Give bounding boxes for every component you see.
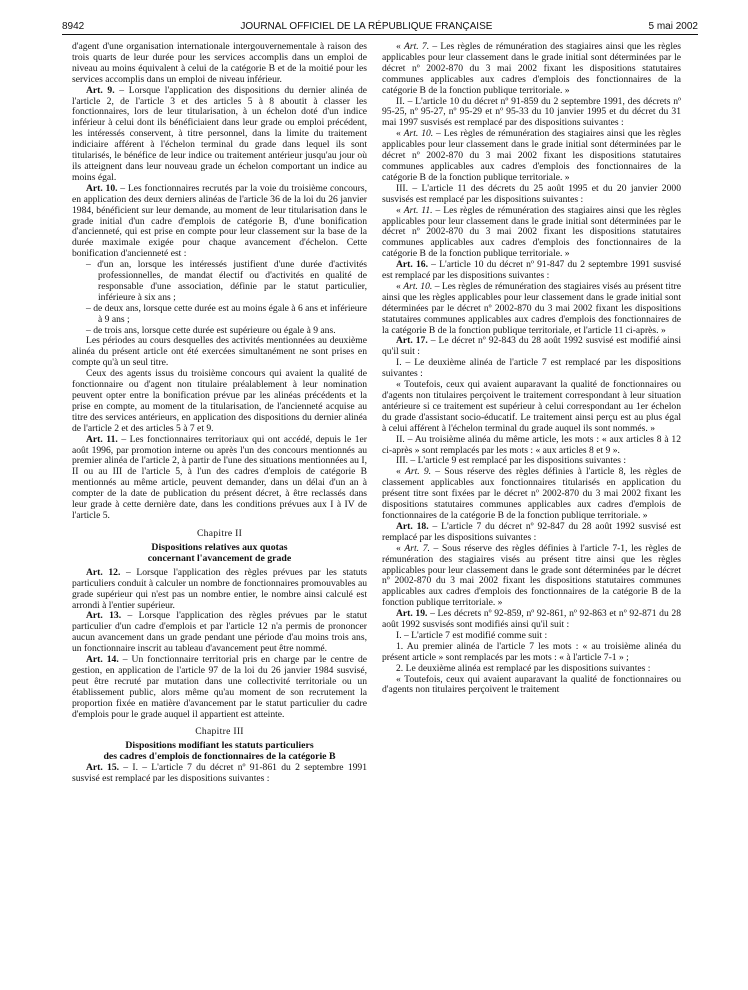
article-label: Art. 15. <box>86 762 120 774</box>
article-text: – Un fonctionnaire territorial pris en charge par le centre de gestion, en application de l'article 97 de la loi du 26 janvier 1984 susvisé, peut être recruté par mutation dans une collectivité territoriale ou un établissement public, alors même qu'au moment de son recrutement la proportion fixée en matière d'avancement par le statut particulier du cadre d'emplois pour le grade auquel il appartient est atteinte. <box>72 654 367 720</box>
article-11 <box>72 435 367 522</box>
chapter-title <box>72 542 367 564</box>
article-label: Art. 17. <box>396 335 428 347</box>
chapter-title-line: concernant l'avancement de grade <box>147 552 292 564</box>
article-label: Art. 7. <box>404 41 430 52</box>
chapter-title <box>72 740 367 762</box>
paragraph: II. – L'article 10 du décret nº 91-859 du 2 septembre 1991, des décrets nº 95-25, nº 95-27, nº 95-29 et nº 95-33 du 10 janvier 1995 et du décret du 31 mai 1997 susvisés est remplacé par des dispositions suivantes : <box>382 95 681 129</box>
article-label: Art. 7. <box>404 542 430 554</box>
article-text: – Les règles de rémunération des stagiaires ainsi que les règles applicables pour leur classement dans le grade initial sont déterminées par le décret nº 2002-870 du 3 mai 2002 fixant les dispositions statutaires communes applicables aux cadres d'emplois des fonctionnaires de la catégorie B de la fonction publique territoriale. » <box>382 128 681 183</box>
article-10 <box>72 184 367 260</box>
bullet-item: – d'un an, lorsque les intéressés justifient d'une durée d'activités professionnelles, de mandat électif ou d'activités en qualité de responsable d'une association, définie par le statut particulier, inférieure à six ans ; <box>86 259 367 303</box>
quoted-article <box>382 129 681 184</box>
article-16 <box>382 260 681 282</box>
article-label: Art. 10. <box>403 280 433 292</box>
header-rule <box>62 34 698 35</box>
article-text: – Les règles de rémunération des stagiaires visés au présent titre ainsi que les règles applicables pour leur classement dans le grade initial sont déterminées par le décret nº 2002-870 du 3 mai 2002 fixant les dispositions statutaires communes applicables aux cadres d'emplois des fonctionnaires de la catégorie B de la fonction publique territoriale, et l'article 11 ci-après. » <box>382 280 681 336</box>
bullet-item: – de trois ans, lorsque cette durée est supérieure ou égale à 9 ans. <box>86 324 336 336</box>
quote-mark: « <box>396 204 404 216</box>
article-9 <box>72 86 367 184</box>
article-label: Art. 11. <box>403 204 433 216</box>
article-text: – Les fonctionnaires territoriaux qui ont accédé, depuis le 1er août 1996, par promotion interne ou après l'un des concours mentionnés au premier alinéa de l'article 2, à partir de l'une des situations mentionnées au I, II ou au III de l'article 5, à l'un des cadres d'emplois de catégorie B mentionnés au même article, peuvent demander, dans un délai d'un an à compter de la date de publication du présent décret, à être reclassés dans leur grade à cette dernière date, dans les conditions prévues aux I à IV de l'article 5. <box>72 433 368 521</box>
publication-date: 5 mai 2002 <box>648 20 698 32</box>
article-text: – Lorsque l'application des dispositions du dernier alinéa de l'article 2, de l'article 3 et des articles 5 à 8 aboutit à classer les fonctionnaires, lors de leur titularisation, à un échelon doté d'un indice inférieur à celui dont ils bénéficiaient dans leur grade ou emploi précédent, les intéressés conservent, à titre personnel, dans la limite du traitement indiciaire afférent à l'échelon terminal du grade dans lequel ils sont titularisés, le bénéfice de leur indice ou traitement antérieur jusqu'au jour où ils atteignent dans leur nouveau grade un échelon comportant un indice au moins égal. <box>72 84 367 183</box>
quote-mark: « <box>396 542 405 554</box>
quoted-article <box>382 42 681 97</box>
paragraph: d'agent d'une organisation internationale intergouvernementale à raison des trois quarts de leur durée pour les services accomplis dans un emploi de niveau au moins équivalent à celui de la catégorie B et de la moitié pour les services accomplis dans un emploi de niveau inférieur. <box>72 41 367 85</box>
quoted-paragraph: « Toutefois, ceux qui avaient auparavant la qualité de fonctionnaires ou d'agents non titulaires perçoivent le traitement <box>382 673 681 696</box>
quoted-article <box>382 467 681 522</box>
quoted-article <box>382 544 681 609</box>
article-label: Art. 11. <box>86 433 118 445</box>
article-label: Art. 18. <box>396 520 429 532</box>
quote-mark: « <box>396 41 405 52</box>
paragraph: 1. Au premier alinéa de l'article 7 les mots : « au troisième alinéa du présent article » sont remplacés par les mots : « à l'article 7-1 » ; <box>382 640 681 663</box>
paragraph: I. – L'article 7 est modifié comme suit : <box>396 629 548 641</box>
article-text: – L'article 10 du décret nº 91-847 du 2 septembre 1991 susvisé est remplacé par les dispositions suivantes : <box>382 259 681 282</box>
quoted-article <box>382 206 681 261</box>
article-label: Art. 14. <box>86 654 119 666</box>
right-column <box>382 42 681 696</box>
quote-mark: « <box>396 466 405 478</box>
chapter-title-line: Dispositions modifiant les statuts particuliers <box>125 740 314 752</box>
paragraph: I. – Le deuxième alinéa de l'article 7 est remplacé par les dispositions suivantes : <box>382 357 681 380</box>
paragraph: II. – Au troisième alinéa du même article, les mots : « aux articles 8 à 12 ci-après » sont remplacés par les mots : « aux articles 8 et 9 ». <box>382 433 681 456</box>
article-19 <box>382 609 681 631</box>
quoted-article <box>382 282 681 337</box>
article-text: – Lorsque l'application des règles prévues par les statuts particuliers conduit à calculer un nombre de fonctionnaires promouvables au grade supérieur qui n'est pas un nombre entier, le nombre ainsi calculé est arrondi à l'entier supérieur. <box>72 566 367 611</box>
article-text: – Les règles de rémunération des stagiaires ainsi que les règles applicables pour leur classement dans le grade initial sont déterminées par le décret nº 2002-870 du 3 mai 2002 fixant les dispositions statutaires communes applicables aux cadres d'emplois des fonctionnaires de la catégorie B de la fonction publique territoriale. » <box>382 41 681 96</box>
quote-mark: « <box>396 280 404 292</box>
article-label: Art. 9. <box>405 466 432 478</box>
article-14 <box>72 655 367 720</box>
article-text: – I. – L'article 7 du décret nº 91-861 du 2 septembre 1991 susvisé est remplacé par les dispositions suivantes : <box>72 762 368 785</box>
article-text: – Les règles de rémunération des stagiaires ainsi que les règles applicables pour leur classement dans le grade initial sont déterminées par le décret nº 2002-870 du 3 mai 2002 fixant les dispositions statutaires communes applicables aux cadres d'emplois des fonctionnaires de la catégorie B de la fonction publique territoriale. » <box>382 204 681 260</box>
chapter-title-line: des cadres d'emplois de fonctionnaires de la catégorie B <box>103 751 336 763</box>
journal-title: JOURNAL OFFICIEL DE LA RÉPUBLIQUE FRANÇAISE <box>240 20 493 32</box>
paragraph: III. – L'article 11 des décrets du 25 août 1995 et du 20 janvier 2000 susvisés est remplacé par les dispositions suivantes : <box>382 182 681 205</box>
article-text: – Les décrets nº 92-859, nº 92-861, nº 92-863 et nº 92-871 du 28 août 1992 susvisés sont modifiés ainsi qu'il suit : <box>382 608 681 631</box>
article-text: – Les fonctionnaires recrutés par la voie du troisième concours, en application des deux derniers alinéas de l'article 36 de la loi du 26 janvier 1984, bénéficient sur leur demande, au moment de leur titularisation dans le grade initial d'un cadre d'emplois de catégorie B, d'une bonification d'ancienneté, qui est prise en compte pour leur classement sur la base de la durée maximale exigée pour chaque avancement d'échelon. Cette bonification d'ancienneté est : <box>72 182 367 260</box>
page-header <box>62 18 698 34</box>
bullet-item: – de deux ans, lorsque cette durée est au moins égale à 6 ans et inférieure à 9 ans ; <box>86 302 367 325</box>
quote-mark: « <box>396 128 404 140</box>
chapter-heading: Chapitre III <box>195 726 244 738</box>
article-18 <box>382 522 681 544</box>
article-text: – Le décret nº 92-843 du 28 août 1992 susvisé est modifié ainsi qu'il suit : <box>382 335 681 358</box>
article-13 <box>72 611 367 655</box>
quoted-paragraph: « Toutefois, ceux qui avaient auparavant la qualité de fonctionnaires ou d'agents non titulaires perçoivent le traitement correspondant à leur situation antérieure si ce traitement est supérieur à celui correspondant au 1er échelon du grade d'assistant socio-éducatif. Le traitement ainsi perçu est au plus égal à celui afférent à l'échelon terminal du grade auquel ils sont nommés. » <box>382 379 681 434</box>
chapter-heading: Chapitre II <box>196 527 243 539</box>
article-17 <box>382 336 681 358</box>
article-label: Art. 13. <box>86 610 122 622</box>
paragraph: 2. Le deuxième alinéa est remplacé par les dispositions suivantes : <box>396 662 651 674</box>
paragraph: III. – L'article 9 est remplacé par les dispositions suivantes : <box>396 455 627 467</box>
paragraph: Ceux des agents issus du troisième concours qui avaient la qualité de fonctionnaire ou d'agent non titulaire préalablement à leur nomination peuvent opter entre la bonification prévue par les alinéas précédents et la prise en compte, au moment de la titularisation, de l'ancienneté acquise au titre des services antérieurs, en application des dispositions du dernier alinéa de l'article 2 et des articles 5 à 7 et 9. <box>72 368 367 434</box>
page-number: 8942 <box>62 20 85 32</box>
article-text: – Lorsque l'application des règles prévues par le statut particulier d'un cadre d'emplois et par l'article 12 n'a permis de prononcer aucun avancement dans un grade pendant une période d'au moins trois ans, un fonctionnaire inscrit au tableau d'avancement peut être nommé. <box>72 610 368 655</box>
article-label: Art. 12. <box>86 566 121 578</box>
article-label: Art. 10. <box>86 182 118 194</box>
chapter-title-line: Dispositions relatives aux quotas <box>151 541 288 553</box>
article-12 <box>72 568 367 612</box>
paragraph: Les périodes au cours desquelles des activités mentionnées au deuxième alinéa du présent article ont été exercées simultanément ne sont prises en compte qu'à un seul titre. <box>72 335 367 369</box>
article-text: – Sous réserve des règles définies à l'article 7-1, les règles de rémunération des stagiaires visés au présent titre ainsi que les règles applicables pour leur classement dans le grade sont déterminées par le décret nº 2002-870 du 3 mai 2002 fixant les dispositions statutaires communes applicables aux cadres d'emplois des fonctionnaires de la catégorie B de la fonction publique territoriale. » <box>382 542 681 609</box>
article-label: Art. 19. <box>396 608 428 620</box>
article-text: – L'article 7 du décret nº 92-847 du 28 août 1992 susvisé est remplacé par les dispositions suivantes : <box>382 520 681 543</box>
left-column <box>72 42 367 785</box>
article-15 <box>72 763 367 785</box>
article-text: – Sous réserve des règles définies à l'article 8, les règles de classement applicables aux fonctionnaires titularisés en application du présent titre sont fixées par le décret nº 2002-870 du 3 mai 2002 fixant les dispositions statutaires communes applicables aux cadres d'emplois de fonctionnaires de la catégorie B de la fonction publique territoriale. » <box>382 466 681 521</box>
article-label: Art. 16. <box>396 259 428 271</box>
article-label: Art. 9. <box>86 84 115 96</box>
article-label: Art. 10. <box>403 128 434 140</box>
